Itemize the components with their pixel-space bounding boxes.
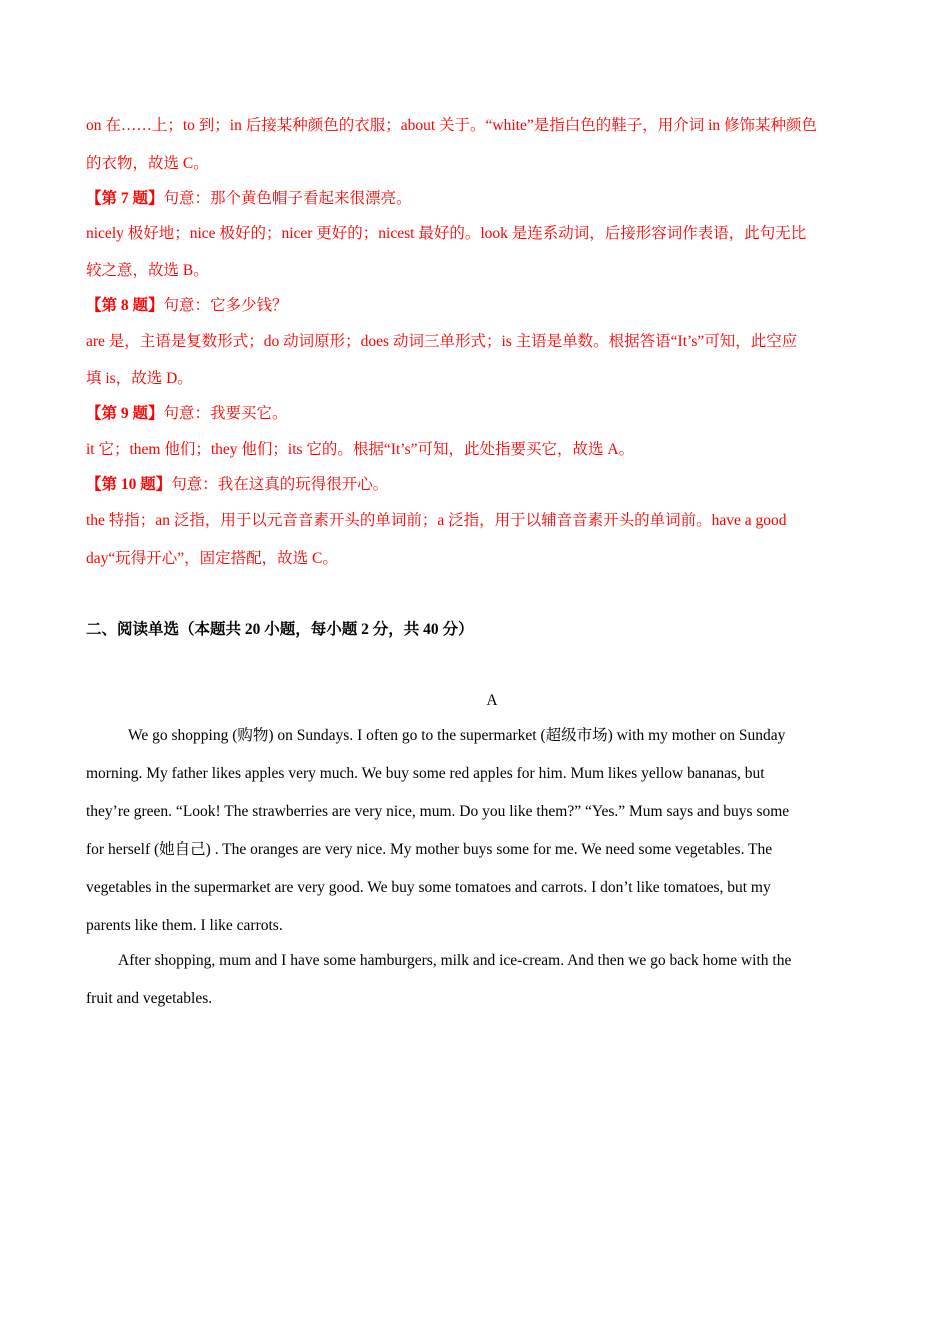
passage-line: for herself (她自己) . The oranges are very nice. My mother buys some for me. We need some vegetables. The bbox=[86, 841, 773, 858]
passage-title: A bbox=[486, 692, 498, 709]
q7-explanation-line-2: 较之意，故选 B。 bbox=[86, 262, 209, 279]
q6-explanation-line-1: on 在……上；to 到；in 后接某种颜色的衣服；about 关于。“white”是指白色的鞋子，用介词 in 修饰某种颜色 bbox=[86, 117, 818, 134]
q7-explanation-line-1: nicely 极好地；nice 极好的；nicer 更好的；nicest 最好的。look 是连系动词，后接形容词作表语，此句无比 bbox=[86, 225, 807, 242]
q8-explanation-line-2: 填 is，故选 D。 bbox=[86, 370, 193, 387]
q10-explanation-line-2: day“玩得开心”，固定搭配，故选 C。 bbox=[86, 550, 338, 567]
q8-label: 【第 8 题】 bbox=[86, 297, 164, 314]
q8-explanation-line-1: are 是，主语是复数形式；do 动词原形；does 动词三单形式；is 主语是单数。根据答语“It’s”可知，此空应 bbox=[86, 333, 798, 350]
section-2-heading: 二、阅读单选（本题共 20 小题，每小题 2 分，共 40 分） bbox=[86, 621, 474, 638]
q10-meaning: 句意：我在这真的玩得很开心。 bbox=[171, 476, 389, 493]
q7-label: 【第 7 题】 bbox=[86, 190, 164, 207]
passage-line: After shopping, mum and I have some hamburgers, milk and ice-cream. And then we go back home with the bbox=[118, 952, 792, 969]
q6-explanation-line-2: 的衣物，故选 C。 bbox=[86, 155, 209, 172]
q7-meaning: 句意：那个黄色帽子看起来很漂亮。 bbox=[163, 190, 412, 207]
q10-explanation-line-1: the 特指；an 泛指，用于以元音音素开头的单词前；a 泛指，用于以辅音音素开头的单词前。have a good bbox=[86, 512, 787, 529]
passage-line: they’re green. “Look! The strawberries are very nice, mum. Do you like them?” “Yes.” Mum says and buys some bbox=[86, 803, 790, 820]
q9-meaning: 句意：我要买它。 bbox=[163, 405, 288, 422]
passage-line: fruit and vegetables. bbox=[86, 990, 213, 1007]
q9-label: 【第 9 题】 bbox=[86, 405, 164, 422]
passage-line: We go shopping (购物) on Sundays. I often go to the supermarket (超级市场) with my mother on Sunday bbox=[128, 727, 786, 744]
q8-header bbox=[86, 295, 866, 317]
q9-header bbox=[86, 403, 866, 425]
q8-meaning: 句意：它多少钱？ bbox=[163, 297, 288, 314]
q9-explanation-line-1: it 它；them 他们；they 他们；its 它的。根据“It’s”可知，此处指要买它，故选 A。 bbox=[86, 441, 635, 458]
q7-header bbox=[86, 188, 866, 210]
passage-line: vegetables in the supermarket are very good. We buy some tomatoes and carrots. I don’t like tomatoes, but my bbox=[86, 879, 771, 896]
q10-header bbox=[86, 474, 866, 496]
q10-label: 【第 10 题】 bbox=[86, 476, 172, 493]
passage-line: morning. My father likes apples very much. We buy some red apples for him. Mum likes yellow bananas, but bbox=[86, 765, 765, 782]
passage-line: parents like them. I like carrots. bbox=[86, 917, 283, 934]
